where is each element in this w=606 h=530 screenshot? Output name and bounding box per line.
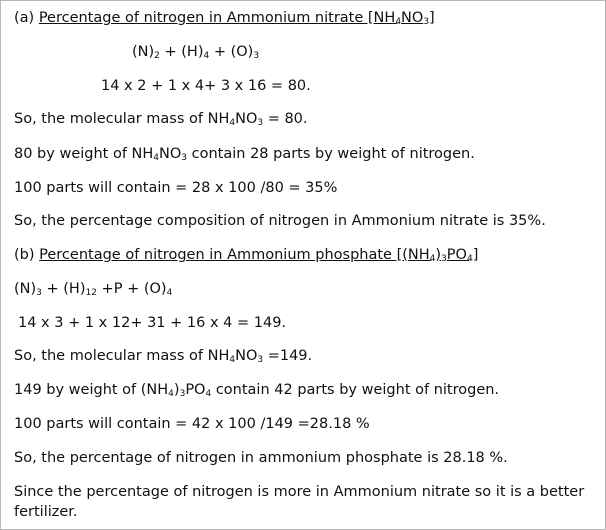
part-b-hundred-parts: 100 parts will contain = 42 x 100 /149 =28.18 % bbox=[14, 416, 370, 432]
conclusion-line-2: fertilizer. bbox=[14, 504, 78, 520]
part-b-calculation: 14 x 3 + 1 x 12+ 31 + 16 x 4 = 149. bbox=[18, 315, 287, 331]
part-a-weight-statement: 80 by weight of $NH_4NO_3$ contain 28 parts by weight of nitrogen. bbox=[14, 146, 475, 163]
part-a-label: (a) bbox=[14, 10, 35, 26]
part-a-molecular-mass: So, the molecular mass of $NH_4NO_3 = 80$. bbox=[14, 111, 308, 128]
part-a-title: Percentage of nitrogen in Ammonium nitrate $[NH_4NO_3]$ bbox=[38, 10, 435, 27]
part-a-formula: $(N)_2 + (H)_4 + (O)_3$ bbox=[132, 44, 260, 61]
part-b-molecular-mass: So, the molecular mass of $NH_4NO_3 =149$. bbox=[14, 348, 313, 365]
part-a-result: So, the percentage composition of nitrogen in Ammonium nitrate is 35%. bbox=[14, 213, 546, 229]
part-a-heading bbox=[14, 8, 435, 28]
part-b-result: So, the percentage of nitrogen in ammonium phosphate is 28.18 %. bbox=[14, 450, 508, 466]
part-b-weight-statement: 149 by weight of $(NH_4)_3PO_4$ contain 42 parts by weight of nitrogen. bbox=[14, 382, 500, 399]
conclusion-line-1: Since the percentage of nitrogen is more in Ammonium nitrate so it is a better bbox=[14, 484, 585, 500]
part-a-hundred-parts: 100 parts will contain = 28 x 100 /80 = 35% bbox=[14, 180, 338, 196]
part-b-label: (b) bbox=[14, 247, 35, 263]
part-b-title: Percentage of nitrogen in Ammonium phosphate $[(NH_4)_3PO_4]$ bbox=[39, 247, 479, 264]
part-b-formula: $(N)_3 + (H)_{12} +P + (O)_4$ bbox=[14, 281, 173, 298]
part-b-heading bbox=[14, 245, 478, 265]
part-a-calculation: 14 x 2 + 1 x 4+ 3 x 16 = 80. bbox=[101, 78, 311, 94]
